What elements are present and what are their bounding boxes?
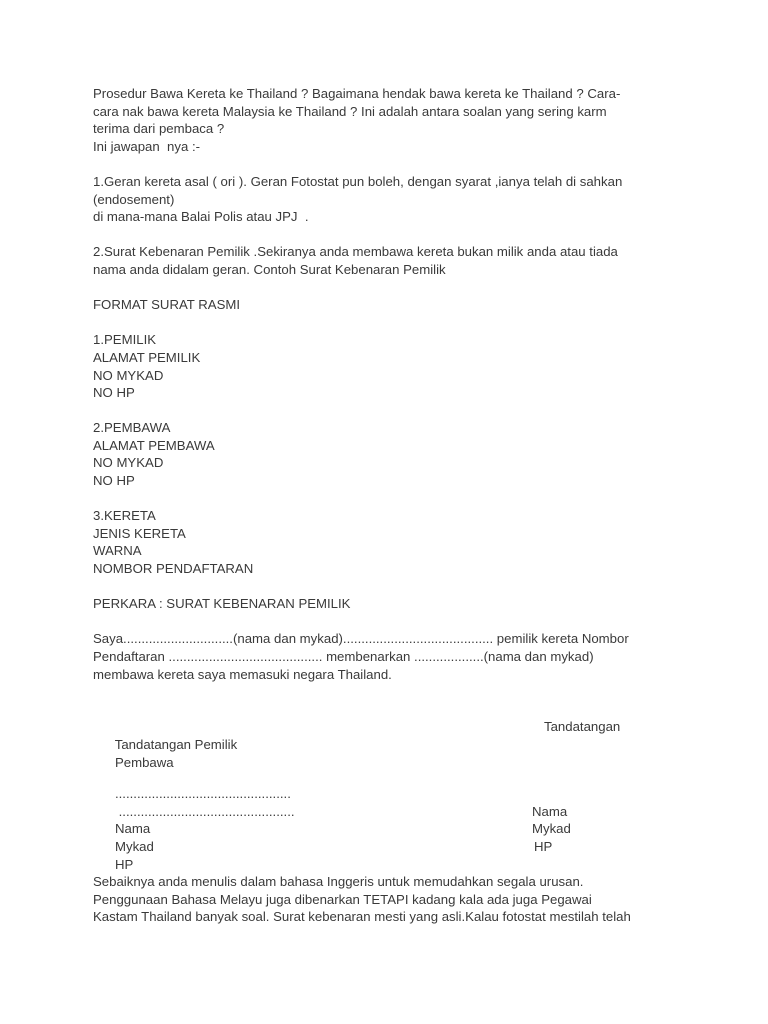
car-color: WARNA [93, 543, 142, 559]
carrier-name-label: Nama [532, 803, 568, 819]
statement-paragraph [93, 630, 683, 683]
car-registration: NOMBOR PENDAFTARAN [93, 561, 254, 577]
owner-hp: NO HP [93, 385, 135, 401]
statement-line: Saya..............................(nama dan mykad)......................................... pemilik kereta Nombor [93, 631, 629, 647]
carrier-address: ALAMAT PEMBAWA [93, 437, 215, 453]
statement-line: Pendaftaran .......................................... membenarkan ...................(nama dan mykad) [93, 649, 594, 664]
carrier-title: 2.PEMBAWA [93, 420, 171, 436]
item-1-line: di mana-mana Balai Polis atau JPJ . [93, 209, 309, 225]
owner-address: ALAMAT PEMILIK [93, 349, 201, 365]
carrier-signature-line: ................................................ [114, 803, 295, 819]
car-title: 3.KERETA [93, 508, 156, 524]
owner-signature-label: Tandatangan Pemilik [114, 736, 238, 752]
owner-title: 1.PEMILIK [93, 332, 157, 348]
owner-mykad-label: Mykad [114, 838, 154, 854]
carrier-hp: NO HP [93, 473, 135, 489]
intro-line: cara nak bawa kereta Malaysia ke Thailand ? Ini adalah antara soalan yang sering karm [93, 103, 607, 119]
owner-mykad: NO MYKAD [93, 367, 164, 383]
item-2-paragraph [93, 243, 683, 278]
statement-line: membawa kereta saya memasuki negara Thailand. [93, 666, 392, 682]
carrier-mykad-label: Mykad [532, 821, 571, 837]
closing-line: Sebaiknya anda menulis dalam bahasa Inggeris untuk memudahkan segala urusan. [93, 874, 584, 890]
closing-line: Penggunaan Bahasa Melayu juga dibenarkan TETAPI kadang kala ada juga Pegawai [93, 891, 592, 907]
item-1-line: 1.Geran kereta asal ( ori ). Geran Fotostat pun boleh, dengan syarat ,ianya telah di sahkan [93, 173, 623, 189]
car-block [93, 507, 683, 577]
signature-section [93, 718, 683, 872]
intro-paragraph [93, 85, 683, 155]
owner-name-label: Nama [114, 821, 151, 837]
intro-line: terima dari pembaca ? [93, 121, 225, 137]
closing-paragraph [93, 873, 683, 926]
owner-block [93, 331, 683, 401]
closing-line: Kastam Thailand banyak soal. Surat kebenaran mesti yang asli.Kalau fotostat mestilah telah [93, 909, 631, 925]
item-1-line: (endosement) [93, 191, 175, 207]
item-1-paragraph [93, 173, 683, 226]
item-2-line: 2.Surat Kebenaran Pemilik .Sekiranya anda membawa kereta bukan milik anda atau tiada [93, 244, 618, 260]
owner-signature-line: ................................................ [114, 786, 291, 802]
car-type: JENIS KERETA [93, 525, 186, 541]
format-heading: FORMAT SURAT RASMI [93, 297, 241, 313]
intro-line: Ini jawapan nya :- [93, 138, 201, 154]
carrier-block [93, 419, 683, 489]
item-2-line: nama anda didalam geran. Contoh Surat Kebenaran Pemilik [93, 261, 446, 277]
document-page [93, 85, 683, 926]
subject-line: PERKARA : SURAT KEBENARAN PEMILIK [93, 596, 351, 612]
owner-hp-label: HP [114, 856, 134, 872]
carrier-signature-label-cont: Pembawa [114, 754, 174, 770]
carrier-mykad: NO MYKAD [93, 455, 164, 471]
intro-line: Prosedur Bawa Kereta ke Thailand ? Bagaimana hendak bawa kereta ke Thailand ? Cara- [93, 86, 621, 101]
carrier-hp-label: HP [534, 838, 553, 854]
carrier-signature-label: Tandatangan [544, 719, 621, 735]
